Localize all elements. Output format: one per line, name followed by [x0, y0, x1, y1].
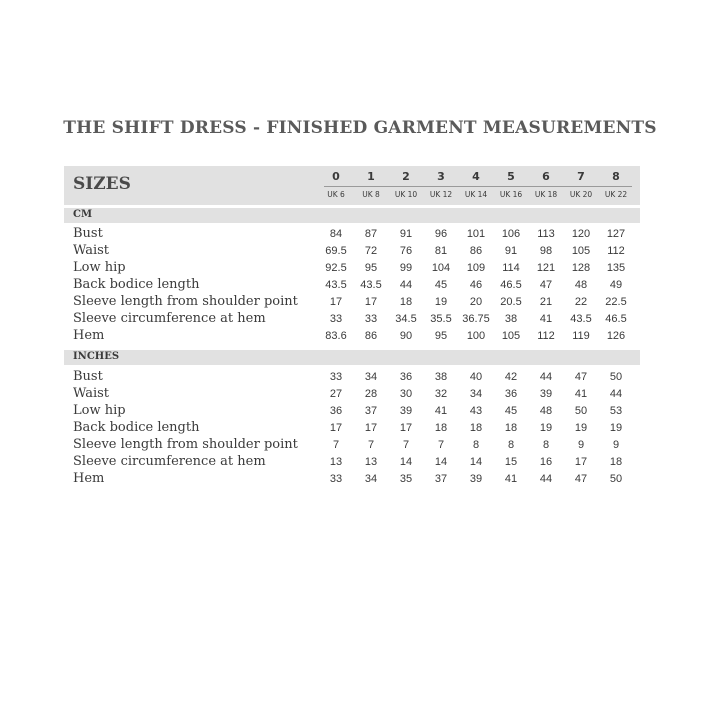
measurement-value: 92.5 — [325, 262, 347, 274]
measurement-value: 44 — [539, 473, 553, 485]
measurement-value: 30 — [399, 388, 413, 400]
measurement-value: 41 — [434, 405, 448, 417]
measurement-label: Waist — [73, 243, 110, 258]
measurement-value: 90 — [399, 330, 413, 342]
measurement-label: Hem — [73, 471, 105, 486]
measurement-value: 14 — [399, 456, 413, 468]
measurement-value: 128 — [571, 262, 591, 274]
size-number: 2 — [402, 170, 410, 183]
measurement-label: Sleeve circumference at hem — [73, 311, 266, 326]
measurement-value: 20 — [469, 296, 483, 308]
uk-size: UK 8 — [362, 190, 380, 199]
measurement-value: 38 — [434, 371, 448, 383]
measurement-value: 86 — [364, 330, 378, 342]
measurement-label: Bust — [73, 369, 103, 384]
sizes-label: SIZES — [73, 174, 131, 194]
measurement-value: 7 — [332, 439, 340, 451]
measurement-value: 16 — [539, 456, 553, 468]
measurement-value: 49 — [609, 279, 623, 291]
measurement-value: 37 — [434, 473, 448, 485]
measurement-value: 44 — [399, 279, 413, 291]
measurement-value: 39 — [539, 388, 553, 400]
size-number: 6 — [542, 170, 550, 183]
uk-size: UK 10 — [394, 190, 418, 199]
measurement-value: 109 — [466, 262, 486, 274]
measurement-value: 126 — [606, 330, 626, 342]
measurement-value: 7 — [437, 439, 445, 451]
measurement-value: 21 — [539, 296, 553, 308]
measurement-value: 22 — [574, 296, 588, 308]
measurement-value: 44 — [609, 388, 623, 400]
measurement-value: 17 — [329, 296, 343, 308]
measurement-value: 13 — [364, 456, 378, 468]
uk-size: UK 12 — [429, 190, 453, 199]
measurement-value: 98 — [539, 245, 553, 257]
measurement-value: 48 — [539, 405, 553, 417]
measurement-value: 91 — [399, 228, 413, 240]
measurement-value: 20.5 — [500, 296, 522, 308]
measurement-value: 121 — [536, 262, 556, 274]
measurement-value: 18 — [469, 422, 483, 434]
measurement-value: 37 — [364, 405, 378, 417]
measurement-value: 36 — [329, 405, 343, 417]
measurement-value: 35 — [399, 473, 413, 485]
size-number: 5 — [507, 170, 515, 183]
size-number: 3 — [437, 170, 445, 183]
measurement-value: 19 — [434, 296, 448, 308]
measurement-value: 83.6 — [325, 330, 347, 342]
measurement-value: 112 — [607, 245, 625, 257]
measurement-value: 8 — [542, 439, 550, 451]
section-label: CM — [73, 209, 93, 220]
measurement-label: Bust — [73, 226, 103, 241]
measurement-value: 114 — [502, 262, 520, 274]
measurement-value: 13 — [329, 456, 343, 468]
measurement-value: 99 — [399, 262, 413, 274]
section-bar-cm — [64, 208, 640, 223]
measurement-value: 17 — [364, 296, 378, 308]
measurement-value: 50 — [609, 473, 623, 485]
measurement-value: 48 — [574, 279, 588, 291]
uk-size: UK 14 — [464, 190, 488, 199]
measurement-value: 36.75 — [462, 313, 490, 325]
measurement-value: 47 — [539, 279, 553, 291]
measurement-value: 43.5 — [570, 313, 592, 325]
measurement-value: 81 — [434, 245, 448, 257]
measurement-label: Waist — [73, 386, 110, 401]
measurement-value: 53 — [609, 405, 623, 417]
measurement-value: 34.5 — [395, 313, 417, 325]
measurement-value: 33 — [329, 473, 343, 485]
header-divider — [324, 186, 632, 187]
measurement-value: 127 — [606, 228, 626, 240]
measurement-value: 34 — [364, 473, 378, 485]
measurement-value: 40 — [469, 371, 483, 383]
measurement-value: 19 — [574, 422, 588, 434]
measurement-value: 112 — [537, 330, 555, 342]
measurement-value: 19 — [609, 422, 623, 434]
measurement-value: 18 — [434, 422, 448, 434]
measurement-value: 35.5 — [430, 313, 452, 325]
measurement-value: 34 — [364, 371, 378, 383]
measurement-value: 113 — [537, 228, 555, 240]
measurement-value: 47 — [574, 473, 588, 485]
measurement-value: 18 — [609, 456, 623, 468]
measurement-value: 28 — [364, 388, 378, 400]
measurement-label: Sleeve length from shoulder point — [73, 437, 298, 452]
measurement-value: 119 — [572, 330, 590, 342]
measurement-value: 42 — [504, 371, 518, 383]
measurement-label: Sleeve circumference at hem — [73, 454, 266, 469]
measurement-value: 135 — [606, 262, 626, 274]
measurement-value: 17 — [574, 456, 588, 468]
measurement-value: 22.5 — [605, 296, 627, 308]
measurement-label: Back bodice length — [73, 277, 200, 292]
uk-size: UK 6 — [327, 190, 345, 199]
measurement-value: 45 — [504, 405, 518, 417]
measurement-label: Back bodice length — [73, 420, 200, 435]
uk-size: UK 20 — [569, 190, 593, 199]
measurement-value: 33 — [329, 313, 343, 325]
measurement-value: 18 — [399, 296, 413, 308]
measurement-value: 105 — [571, 245, 591, 257]
measurement-label: Sleeve length from shoulder point — [73, 294, 298, 309]
measurement-value: 17 — [399, 422, 413, 434]
measurement-value: 105 — [501, 330, 521, 342]
measurement-value: 47 — [574, 371, 588, 383]
measurement-value: 44 — [539, 371, 553, 383]
measurement-value: 39 — [399, 405, 413, 417]
size-number: 1 — [367, 170, 375, 183]
measurement-value: 95 — [434, 330, 448, 342]
uk-size: UK 22 — [604, 190, 628, 199]
uk-size: UK 16 — [499, 190, 523, 199]
measurement-value: 46.5 — [605, 313, 627, 325]
measurement-value: 9 — [577, 439, 585, 451]
measurement-value: 38 — [504, 313, 518, 325]
measurement-value: 43 — [469, 405, 483, 417]
measurement-value: 34 — [469, 388, 483, 400]
measurement-value: 15 — [504, 456, 518, 468]
measurement-value: 33 — [364, 313, 378, 325]
measurement-value: 72 — [364, 245, 378, 257]
measurement-value: 50 — [574, 405, 588, 417]
measurement-value: 120 — [571, 228, 591, 240]
measurement-value: 106 — [501, 228, 521, 240]
measurement-value: 32 — [434, 388, 448, 400]
measurement-value: 36 — [504, 388, 518, 400]
measurement-value: 41 — [574, 388, 588, 400]
section-bar-inches — [64, 350, 640, 365]
measurement-value: 86 — [469, 245, 483, 257]
size-number: 0 — [332, 170, 340, 183]
size-number: 7 — [577, 170, 585, 183]
measurement-value: 46 — [469, 279, 483, 291]
measurement-value: 9 — [612, 439, 620, 451]
measurement-label: Low hip — [73, 260, 126, 275]
measurement-value: 8 — [472, 439, 480, 451]
size-number: 8 — [612, 170, 620, 183]
uk-size: UK 18 — [534, 190, 558, 199]
measurement-value: 45 — [434, 279, 448, 291]
measurement-value: 84 — [329, 228, 343, 240]
measurement-value: 17 — [329, 422, 343, 434]
measurement-value: 87 — [364, 228, 378, 240]
measurement-value: 96 — [434, 228, 448, 240]
measurement-value: 69.5 — [325, 245, 347, 257]
measurement-value: 76 — [399, 245, 413, 257]
size-number: 4 — [472, 170, 480, 183]
measurement-value: 46.5 — [500, 279, 522, 291]
measurement-value: 100 — [466, 330, 486, 342]
section-label: INCHES — [73, 351, 120, 362]
measurement-value: 14 — [469, 456, 483, 468]
measurement-value: 17 — [364, 422, 378, 434]
measurement-label: Low hip — [73, 403, 126, 418]
measurement-value: 91 — [504, 245, 518, 257]
measurement-value: 43.5 — [325, 279, 347, 291]
measurement-value: 50 — [609, 371, 623, 383]
measurement-value: 27 — [329, 388, 343, 400]
measurement-value: 19 — [539, 422, 553, 434]
measurement-value: 43.5 — [360, 279, 382, 291]
measurement-value: 18 — [504, 422, 518, 434]
measurement-value: 36 — [399, 371, 413, 383]
measurement-value: 41 — [504, 473, 518, 485]
measurement-value: 14 — [434, 456, 448, 468]
measurement-value: 7 — [367, 439, 375, 451]
measurement-value: 101 — [466, 228, 486, 240]
measurement-label: Hem — [73, 328, 105, 343]
measurement-value: 95 — [364, 262, 378, 274]
measurement-value: 39 — [469, 473, 483, 485]
measurement-value: 41 — [539, 313, 553, 325]
page-title: THE SHIFT DRESS - FINISHED GARMENT MEASUREMENTS — [63, 118, 657, 138]
measurement-value: 104 — [431, 262, 451, 274]
measurement-value: 7 — [402, 439, 410, 451]
measurement-value: 33 — [329, 371, 343, 383]
measurement-value: 8 — [507, 439, 515, 451]
